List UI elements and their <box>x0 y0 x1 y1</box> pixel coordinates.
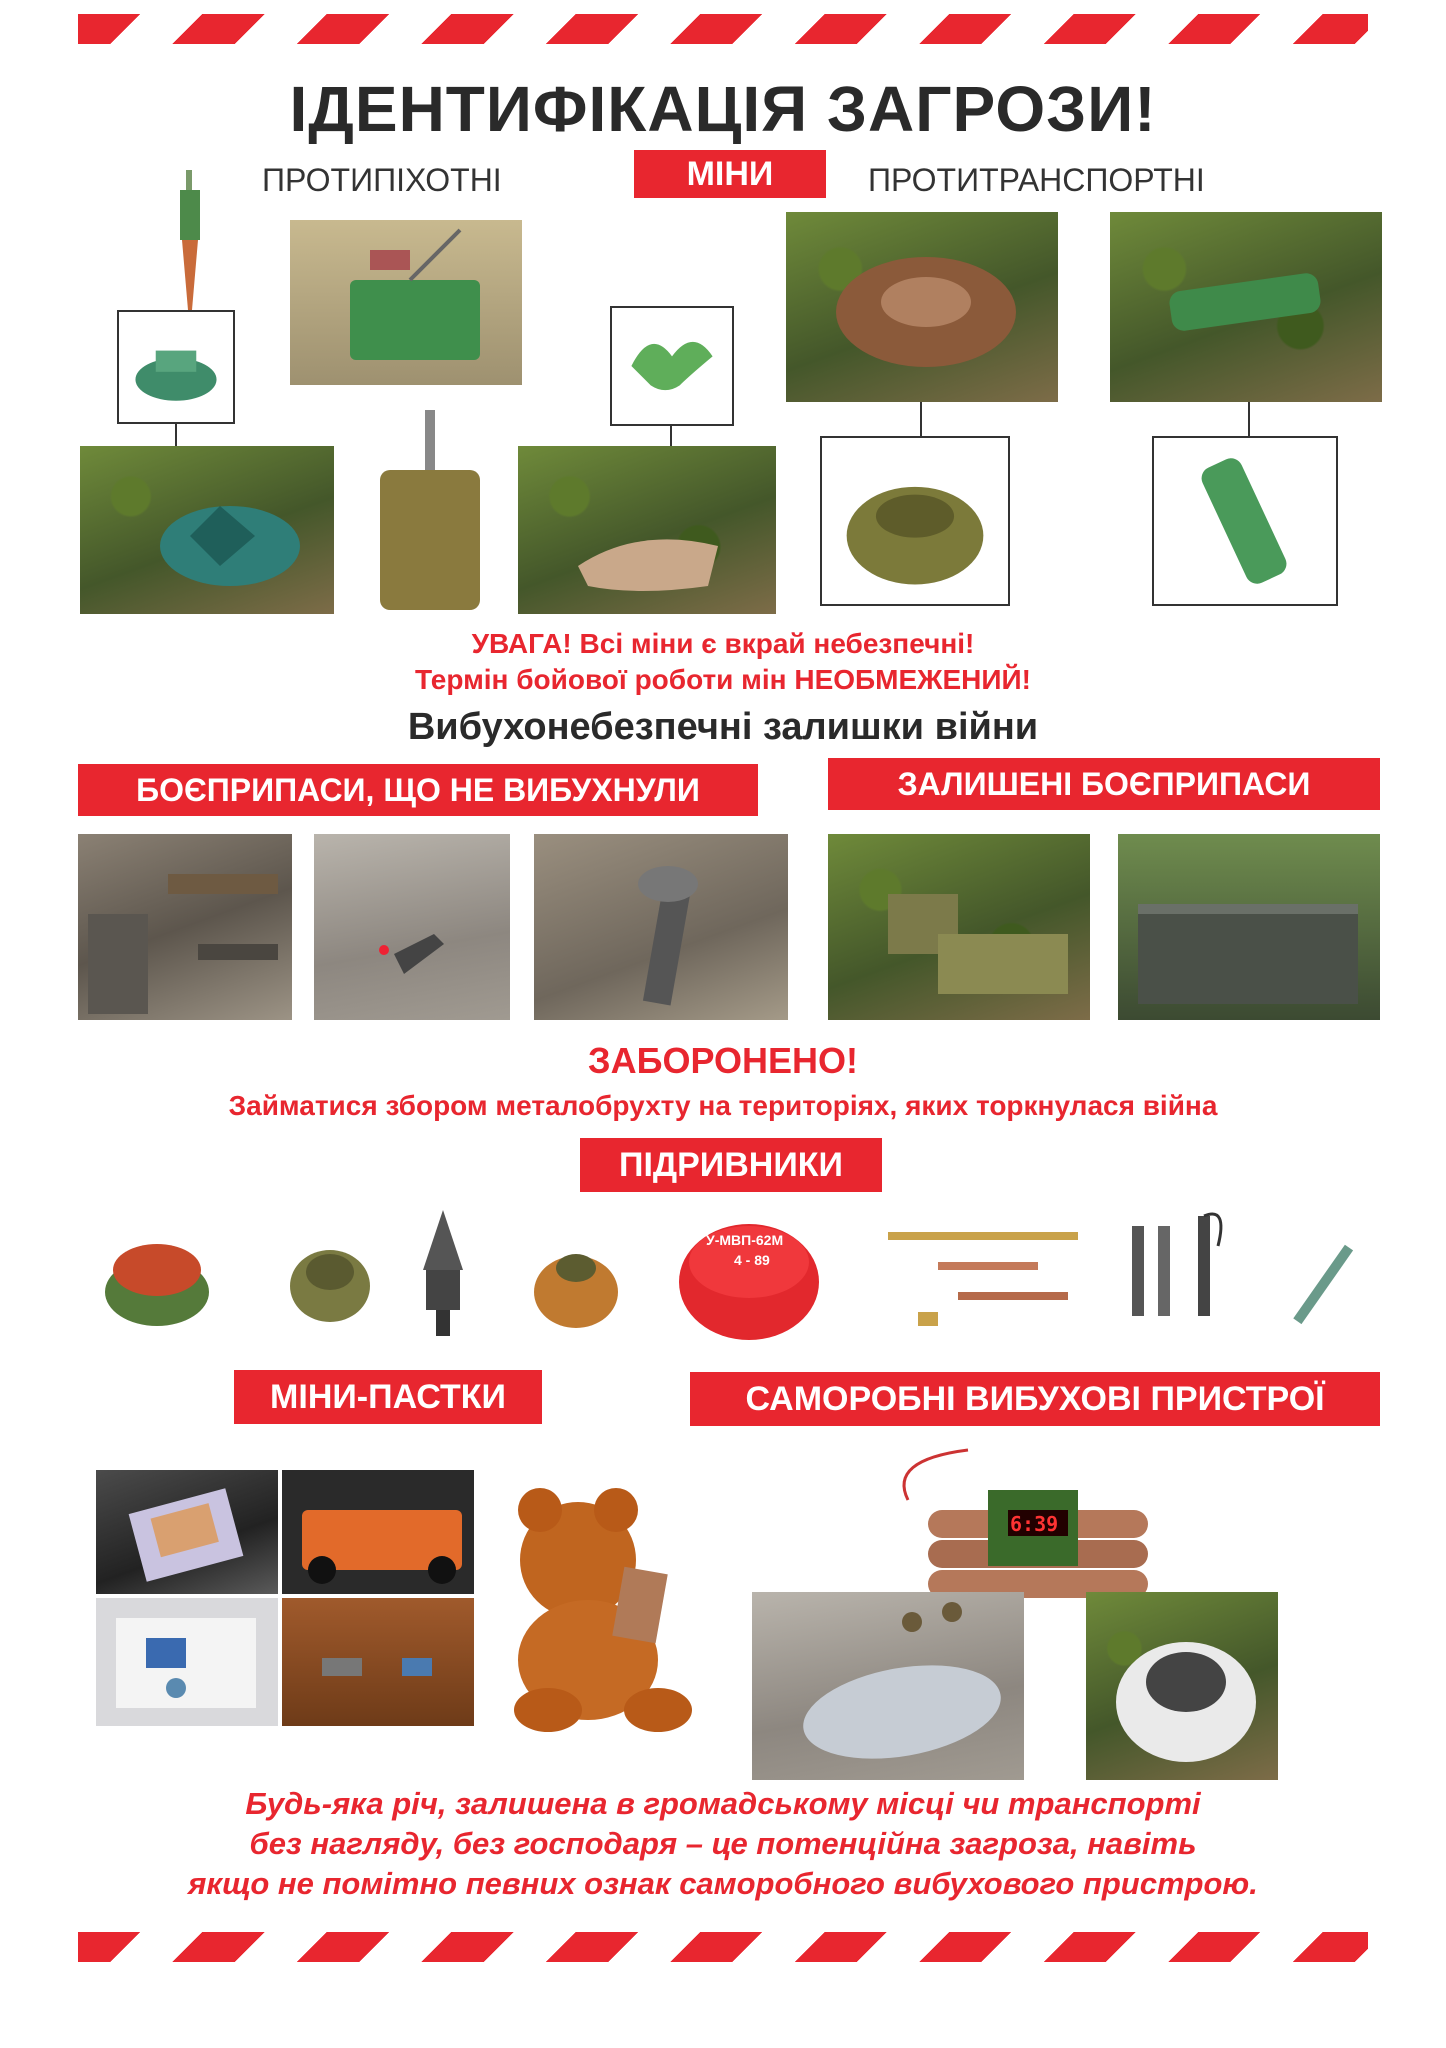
ammo-stack-photo <box>1118 834 1380 1020</box>
erw-heading: Вибухонебезпечні залишки війни <box>407 706 1039 748</box>
pmn-closeup-frame <box>117 310 235 424</box>
fuse-green-red-photo <box>98 1226 216 1330</box>
connector-line <box>1248 402 1250 438</box>
timer-display: 6:39 <box>1010 1512 1059 1536</box>
mines-label: МІНИ <box>634 150 826 198</box>
tm-mine-in-grass-photo <box>786 212 1058 402</box>
tm62-closeup-frame <box>820 436 1010 606</box>
booby-trap-toy-car-photo <box>282 1470 474 1594</box>
tm83-mine-in-grass-photo <box>1110 212 1382 402</box>
connector-line <box>670 426 672 448</box>
pull-fuses-photo <box>878 1222 1092 1338</box>
mud-fuses-photo <box>1118 1206 1238 1340</box>
forbidden-text: Займатися збором металобрухту на територіях, яких торкнулася війна <box>228 1090 1218 1121</box>
bag-ied-photo <box>1086 1592 1278 1780</box>
ammo-crates-photo <box>828 834 1090 1020</box>
bottom-warning-stripe <box>78 1932 1368 1962</box>
fuse-olive-photo <box>280 1226 380 1330</box>
forbidden-heading: ЗАБОРОНЕНО! <box>588 1040 858 1081</box>
rocket-in-ground-photo <box>534 834 788 1020</box>
pmn-fuse-photo <box>160 170 220 310</box>
footer-line2: без нагляду, без господаря – це потенційна загроза, навіть <box>249 1826 1197 1861</box>
dynamite-timer-bomb-photo <box>888 1440 1186 1610</box>
booby-trap-book-photo <box>96 1470 278 1594</box>
mines-warning-line2: Термін бойової роботи мін НЕОБМЕЖЕНИЙ! <box>415 664 1031 695</box>
top-warning-stripe <box>78 14 1368 44</box>
pomz-mine-photo <box>370 410 490 615</box>
connector-line <box>175 424 177 446</box>
fuse-red-umvp-photo <box>674 1210 824 1342</box>
antipersonnel-label: ПРОТИПІХОТНІ <box>262 162 502 198</box>
footer-line1: Будь-яка річ, залишена в громадському місці чи транспорті <box>245 1786 1201 1821</box>
fuse-orange-photo <box>526 1232 626 1332</box>
unexploded-ordnance-label: БОЄПРИПАСИ, ЩО НЕ ВИБУХНУЛИ <box>78 764 758 816</box>
booby-trap-open-book-photo <box>96 1598 278 1726</box>
mines-warning-line1: УВАГА! Всі міни є вкрай небезпечні! <box>471 628 975 659</box>
claymore-mine-photo <box>290 220 522 385</box>
page-title: ІДЕНТИФІКАЦІЯ ЗАГРОЗИ! <box>289 73 1157 145</box>
shell-on-road-photo <box>314 834 510 1020</box>
bottle-ied-photo <box>752 1592 1024 1780</box>
antivehicle-label: ПРОТИТРАНСПОРТНІ <box>868 162 1205 198</box>
booby-traps-label: МІНИ-ПАСТКИ <box>234 1370 542 1424</box>
ied-label: САМОРОБНІ ВИБУХОВІ ПРИСТРОЇ <box>690 1372 1380 1426</box>
abandoned-ordnance-label: ЗАЛИШЕНІ БОЄПРИПАСИ <box>828 758 1380 810</box>
red-fuse-marking-1: У-МВП-62М <box>706 1232 784 1248</box>
butterfly-mine-frame <box>610 306 734 426</box>
green-fuse-photo <box>1284 1240 1364 1330</box>
red-fuse-marking-2: 4 - 89 <box>734 1252 770 1268</box>
booby-trap-device-photo <box>282 1598 474 1726</box>
fuse-cone-photo <box>418 1210 468 1336</box>
connector-line <box>920 402 922 438</box>
tm83-closeup-frame <box>1152 436 1338 606</box>
footer-line3: якщо не помітно певних ознак саморобного вибухового пристрою. <box>188 1866 1258 1901</box>
detonators-label: ПІДРИВНИКИ <box>580 1138 882 1192</box>
pfm-mine-in-grass-photo <box>518 446 776 614</box>
teddy-bear-ied-photo <box>508 1470 722 1740</box>
mine-in-grass-photo <box>80 446 334 614</box>
scrap-ordnance-photo <box>78 834 292 1020</box>
